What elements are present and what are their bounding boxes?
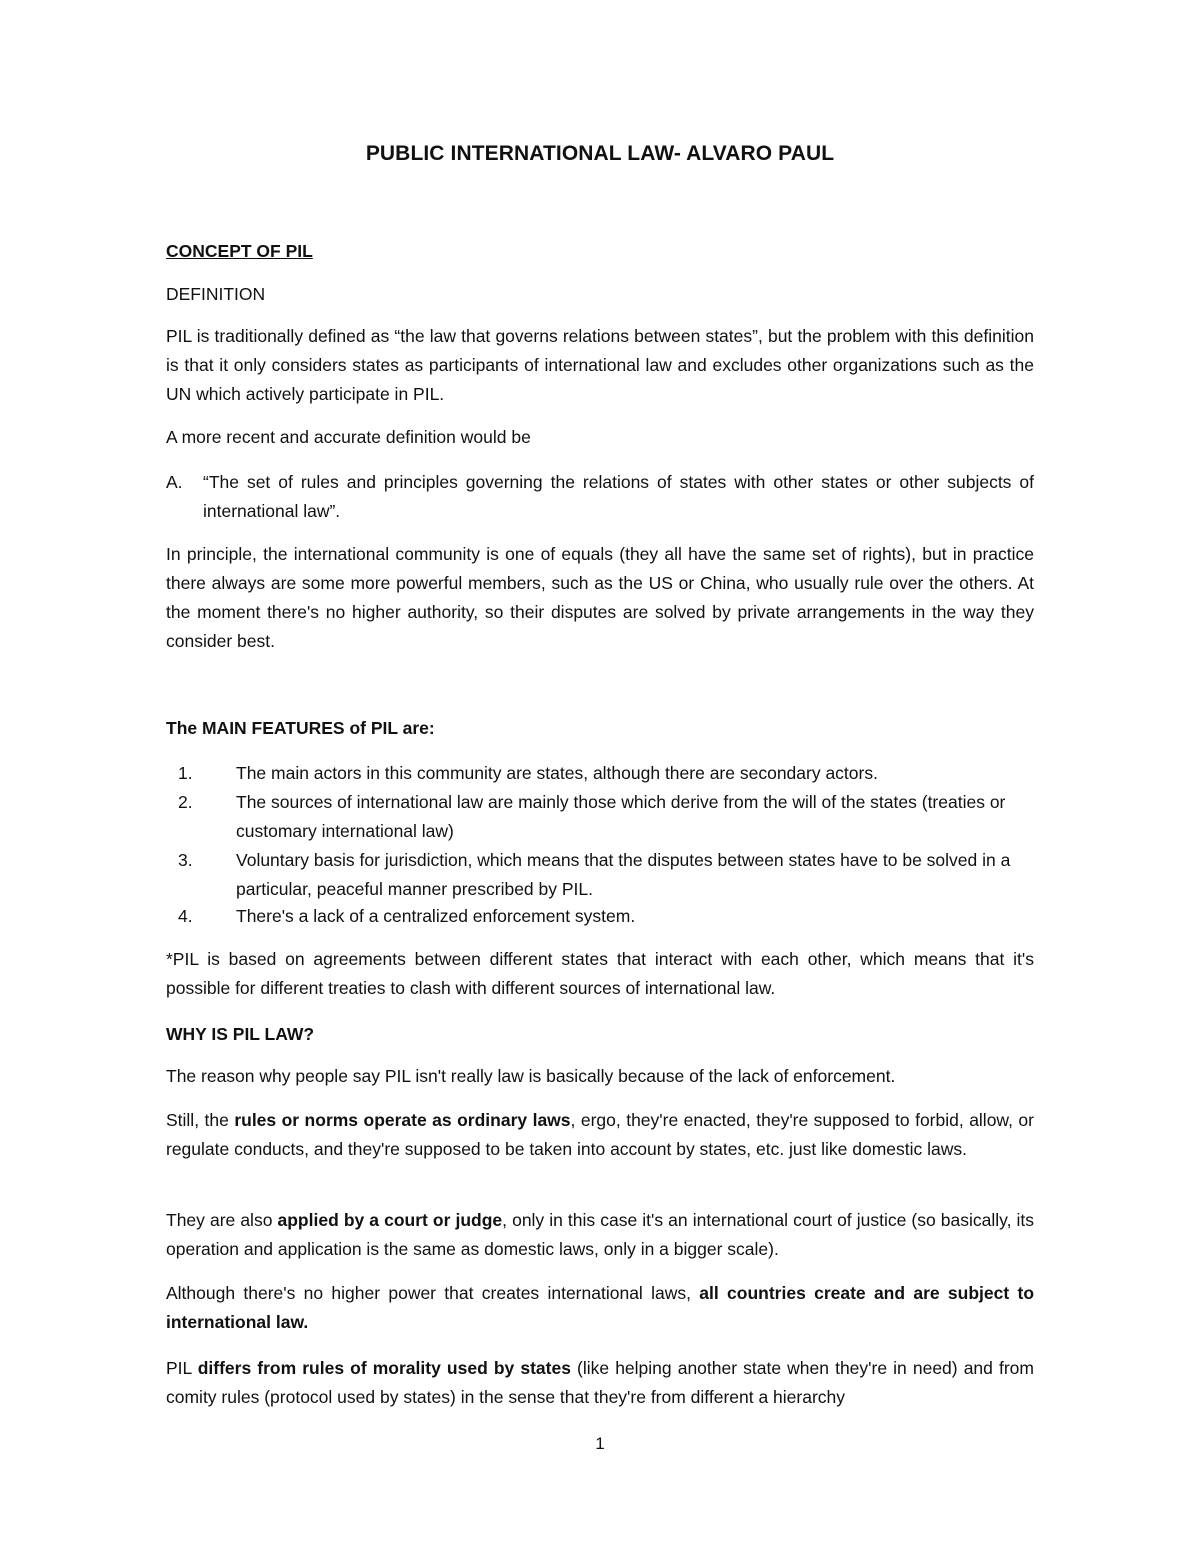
why-paragraph-5 [166, 1354, 1034, 1412]
feature-marker-4: 4. [178, 906, 193, 926]
subheading-definition: DEFINITION [166, 284, 266, 304]
why-paragraph-4-bold: all countries create and are subject to international law. [166, 1283, 1035, 1332]
feature-item-3: Voluntary basis for jurisdiction, which means that the disputes between states have to be solved in a particular, peaceful manner prescribed by PIL. [236, 850, 1011, 899]
feature-item-1: The main actors in this community are states, although there are secondary actors. [236, 763, 878, 783]
why-paragraph-3-bold: applied by a court or judge [277, 1210, 503, 1230]
features-note: *PIL is based on agreements between different states that interact with each other, which means that it's possible for different treaties to clash with different sources of international law. [166, 949, 1034, 998]
why-paragraph-2-c: , ergo, they're enacted, they're supposed to forbid, allow, or regulate conducts, and they're supposed to be taken into account by states, etc. just like domestic laws. [166, 1110, 1034, 1159]
features-heading [166, 714, 1034, 743]
paragraph-recent-definition: A more recent and accurate definition would be [166, 427, 531, 447]
why-heading: WHY IS PIL LAW? [166, 1024, 315, 1044]
feature-item-2: The sources of international law are mainly those which derive from the will of the states (treaties or customary international law) [236, 792, 1006, 841]
why-paragraph-5-c: (like helping another state when they're in need) and from comity rules (protocol used by states) in the sense that they're from different a hierarchy [166, 1358, 1034, 1407]
definition-quote: “The set of rules and principles governing the relations of states with other states or other subjects of international law”. [203, 472, 1034, 521]
paragraph-definition: PIL is traditionally defined as “the law that governs relations between states”, but the problem with this definition is that it only considers states as participants of international law and excludes other organizations such as the UN which actively participate in PIL. [166, 326, 1034, 404]
feature-marker-3: 3. [178, 850, 193, 870]
feature-marker-2: 2. [178, 792, 193, 812]
feature-marker-1: 1. [178, 763, 193, 783]
why-paragraph-2-bold: rules or norms operate as ordinary laws [234, 1110, 571, 1130]
document-title: PUBLIC INTERNATIONAL LAW- ALVARO PAUL [365, 142, 835, 165]
features-heading-prefix: The [166, 718, 202, 738]
paragraph-principle: In principle, the international community is one of equals (they all have the same set of rights), but in practice there always are some more powerful members, such as the US or China, who usually rule over the others. At the moment there's no higher authority, so their disputes are solved by private arrangements in the way they consider best. [166, 544, 1034, 651]
features-heading-emphasis: MAIN FEATURES [201, 718, 345, 738]
why-paragraph-3-c: , only in this case it's an international court of justice (so basically, its operation and application is the same as domestic laws, only in a bigger scale). [166, 1210, 1035, 1259]
why-paragraph-5-a: PIL [166, 1358, 198, 1378]
why-paragraph-3 [166, 1206, 1034, 1264]
feature-item-4: There's a lack of a centralized enforcement system. [236, 906, 636, 926]
why-paragraph-3-a: They are also [166, 1210, 278, 1230]
why-paragraph-4 [166, 1279, 1034, 1337]
why-paragraph-2-a: Still, the [166, 1110, 235, 1130]
page-number: 1 [595, 1434, 605, 1453]
section-heading-concept: CONCEPT OF PIL [166, 241, 313, 261]
features-heading-suffix: of PIL are: [344, 718, 435, 738]
why-paragraph-5-bold: differs from rules of morality used by states [197, 1358, 571, 1378]
definition-marker: A. [166, 472, 183, 492]
why-paragraph-1: The reason why people say PIL isn't really law is basically because of the lack of enforcement. [166, 1066, 896, 1086]
why-paragraph-4-a: Although there's no higher power that creates international laws, [166, 1283, 700, 1303]
why-paragraph-2 [166, 1106, 1034, 1164]
